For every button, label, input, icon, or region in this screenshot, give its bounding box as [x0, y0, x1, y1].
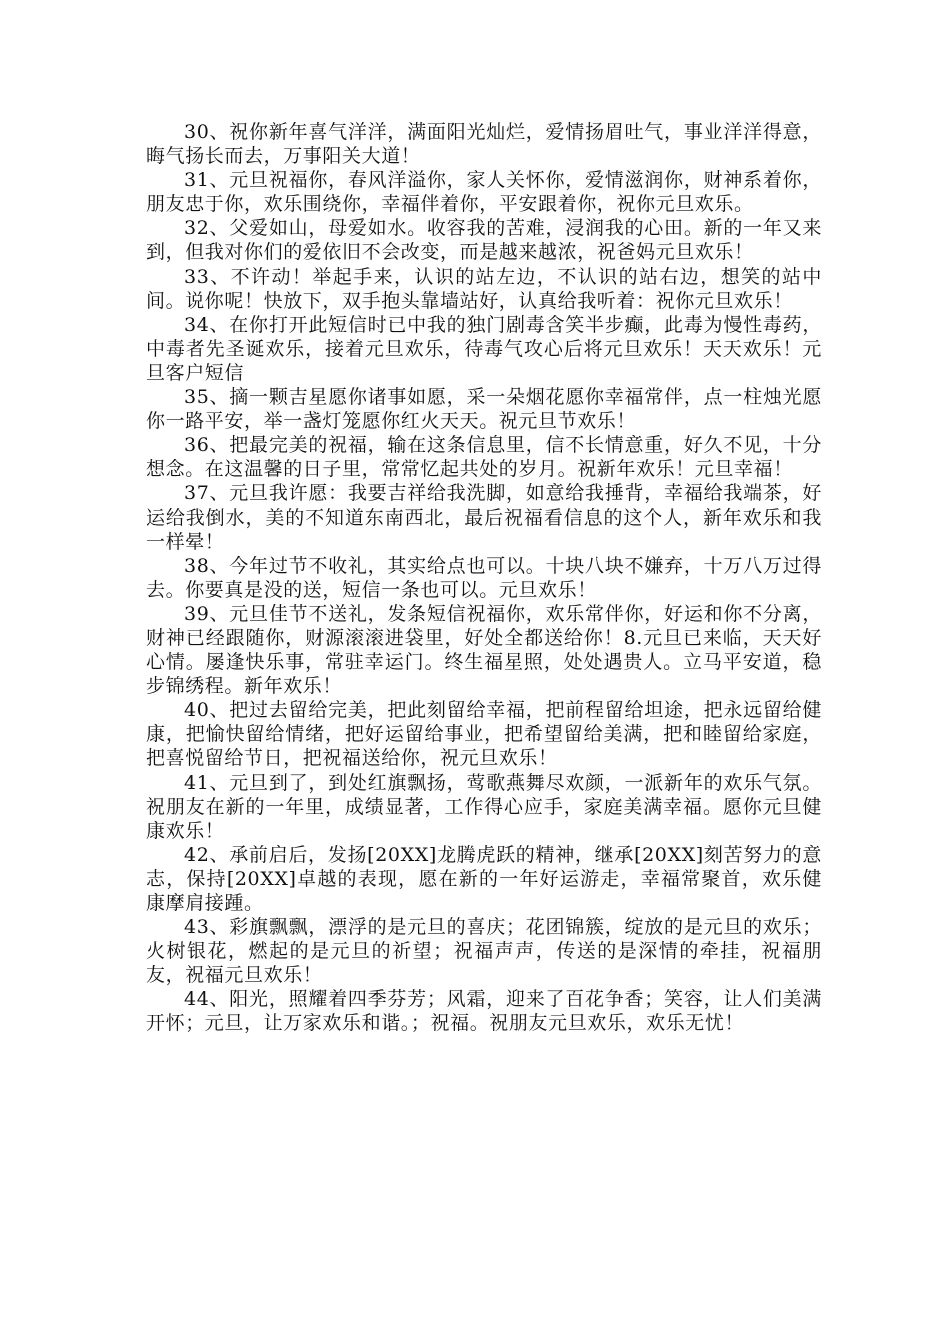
document-body — [146, 120, 822, 1036]
paragraph-40: 40、把过去留给完美，把此刻留给幸福，把前程留给坦途，把永远留给健康，把愉快留给情绪，把好运留给事业，把希望留给美满，把和睦留给家庭，把喜悦留给节日，把祝福送给你，祝元旦欢乐！ — [146, 699, 822, 770]
paragraph-34: 34、在你打开此短信时已中我的独门剧毒含笑半步癫，此毒为慢性毒药，中毒者先圣诞欢乐，接着元旦欢乐，待毒气攻心后将元旦欢乐！天天欢乐！元旦客户短信 — [146, 313, 822, 384]
paragraph-35: 35、摘一颗吉星愿你诸事如愿，采一朵烟花愿你幸福常伴，点一柱烛光愿你一路平安，举一盏灯笼愿你红火天天。祝元旦节欢乐！ — [146, 386, 822, 433]
paragraph-32: 32、父爱如山，母爱如水。收容我的苦难，浸润我的心田。新的一年又来到，但我对你们的爱依旧不会改变，而是越来越浓，祝爸妈元旦欢乐！ — [146, 217, 822, 264]
paragraph-30: 30、祝你新年喜气洋洋，满面阳光灿烂，爱情扬眉吐气，事业洋洋得意，晦气扬长而去，万事阳关大道！ — [146, 121, 822, 168]
paragraph-36: 36、把最完美的祝福，输在这条信息里，信不长情意重，好久不见，十分想念。在这温馨的日子里，常常忆起共处的岁月。祝新年欢乐！元旦幸福！ — [146, 434, 822, 481]
paragraph-33: 33、不许动！举起手来，认识的站左边，不认识的站右边，想笑的站中间。说你呢！快放下，双手抱头靠墙站好，认真给我听着：祝你元旦欢乐！ — [146, 265, 822, 312]
paragraph-42: 42、承前启后，发扬[20XX]龙腾虎跃的精神，继承[20XX]刻苦努力的意志，保持[20XX]卓越的表现，愿在新的一年好运游走，幸福常聚首，欢乐健康摩肩接踵。 — [146, 843, 822, 914]
paragraph-39: 39、元旦佳节不送礼，发条短信祝福你，欢乐常伴你，好运和你不分离，财神已经跟随你，财源滚滚进袋里，好处全都送给你！8.元旦已来临，天天好心情。屡逢快乐事，常驻幸运门。终生福星照，处处遇贵人。立马平安道，稳步锦绣程。新年欢乐！ — [146, 602, 822, 698]
paragraph-31: 31、元旦祝福你，春风洋溢你，家人关怀你，爱情滋润你，财神系着你，朋友忠于你，欢乐围绕你，幸福伴着你，平安跟着你，祝你元旦欢乐。 — [146, 169, 822, 216]
paragraph-41: 41、元旦到了，到处红旗飘扬，莺歌燕舞尽欢颜，一派新年的欢乐气氛。祝朋友在新的一年里，成绩显著，工作得心应手，家庭美满幸福。愿你元旦健康欢乐！ — [146, 771, 822, 842]
paragraph-44: 44、阳光，照耀着四季芬芳；风霜，迎来了百花争香；笑容，让人们美满开怀；元旦，让万家欢乐和谐。；祝福。祝朋友元旦欢乐，欢乐无忧！ — [146, 988, 822, 1035]
paragraph-37: 37、元旦我许愿：我要吉祥给我洗脚，如意给我捶背，幸福给我端茶，好运给我倒水，美的不知道东南西北，最后祝福看信息的这个人，新年欢乐和我一样晕！ — [146, 482, 822, 553]
paragraph-43: 43、彩旗飘飘，漂浮的是元旦的喜庆；花团锦簇，绽放的是元旦的欢乐；火树银花，燃起的是元旦的祈望；祝福声声，传送的是深情的牵挂，祝福朋友，祝福元旦欢乐！ — [146, 916, 822, 987]
paragraph-38: 38、今年过节不收礼，其实给点也可以。十块八块不嫌弃，十万八万过得去。你要真是没的送，短信一条也可以。元旦欢乐！ — [146, 554, 822, 601]
